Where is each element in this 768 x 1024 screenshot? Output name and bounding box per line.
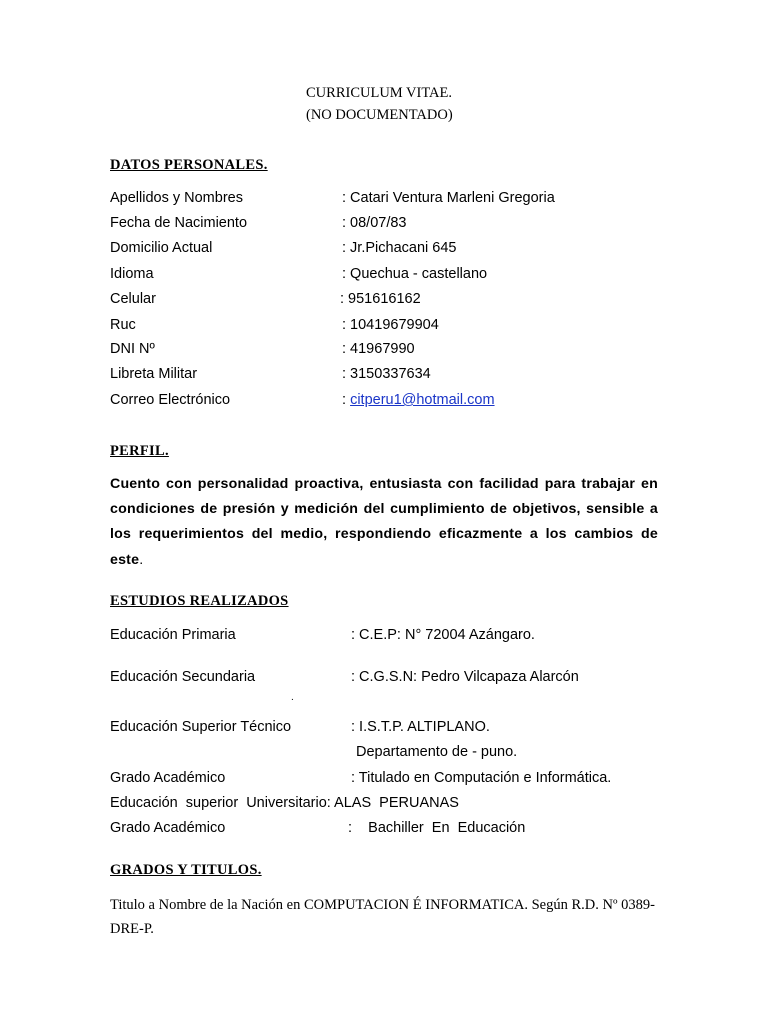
- row-label: Educación superior Universitario: ALAS PERUANAS: [110, 795, 459, 811]
- row-label: Correo Electrónico: [110, 392, 231, 408]
- row-value: : I.S.T.P. ALTIPLANO.: [351, 719, 490, 735]
- stray-dot: .: [291, 692, 294, 703]
- row-value: : 10419679904: [342, 317, 439, 333]
- row-value: : Quechua - castellano: [342, 266, 488, 282]
- row-label: Grado Académico: [110, 770, 226, 786]
- row-value: : 951616162: [340, 291, 421, 307]
- row-label: Educación Secundaria: [110, 669, 256, 685]
- grades-text: Titulo a Nombre de la Nación en COMPUTACION É INFORMATICA. Según R.D. Nº 0389-DRE-P.: [110, 897, 655, 937]
- row-value: : 3150337634: [342, 366, 431, 382]
- row-label: Educación Primaria: [110, 627, 236, 643]
- personal-data-heading: DATOS PERSONALES.: [110, 157, 268, 173]
- email-link[interactable]: citperu1@hotmail.com: [350, 392, 495, 408]
- row-label: Apellidos y Nombres: [110, 190, 243, 206]
- row-label: Idioma: [110, 266, 154, 282]
- row-label: Ruc: [110, 317, 136, 333]
- row-label: Celular: [110, 291, 156, 307]
- profile-end: .: [139, 551, 144, 568]
- row-value: : 08/07/83: [342, 215, 407, 231]
- row-value: : Titulado en Computación e Informática.: [351, 770, 612, 786]
- grades-heading: GRADOS Y TITULOS.: [110, 862, 262, 878]
- row-label: DNI Nº: [110, 341, 155, 357]
- row-label: Domicilio Actual: [110, 240, 213, 256]
- document-subtitle: (NO DOCUMENTADO): [306, 107, 453, 123]
- profile-text: [110, 472, 658, 573]
- row-value: : C.E.P: N° 72004 Azángaro.: [351, 627, 535, 643]
- document-title: CURRICULUM VITAE.: [306, 85, 452, 101]
- row-value: : C.G.S.N: Pedro Vilcapaza Alarcón: [351, 669, 579, 685]
- profile-body: Cuento con personalidad proactiva, entusiasta con facilidad para trabajar en condiciones de presión y medición del cumplimiento de objetivos, sensible a los requerimientos del medio, respondiendo eficazmente a los cambios de este: [110, 476, 658, 568]
- row-label: Grado Académico: [110, 820, 226, 836]
- row-value: : 41967990: [342, 341, 415, 357]
- row-label: Fecha de Nacimiento: [110, 215, 248, 231]
- row-label: Libreta Militar: [110, 366, 198, 382]
- row-value: [342, 392, 495, 408]
- row-value: : Bachiller En Educación: [348, 820, 526, 836]
- email-prefix: :: [342, 392, 351, 408]
- row-value: : Jr.Pichacani 645: [342, 240, 457, 256]
- row-value: Departamento de - puno.: [356, 744, 518, 760]
- row-label: Educación Superior Técnico: [110, 719, 292, 735]
- profile-heading: PERFIL.: [110, 443, 169, 459]
- row-value: : Catari Ventura Marleni Gregoria: [342, 190, 555, 206]
- studies-heading: ESTUDIOS REALIZADOS: [110, 593, 289, 609]
